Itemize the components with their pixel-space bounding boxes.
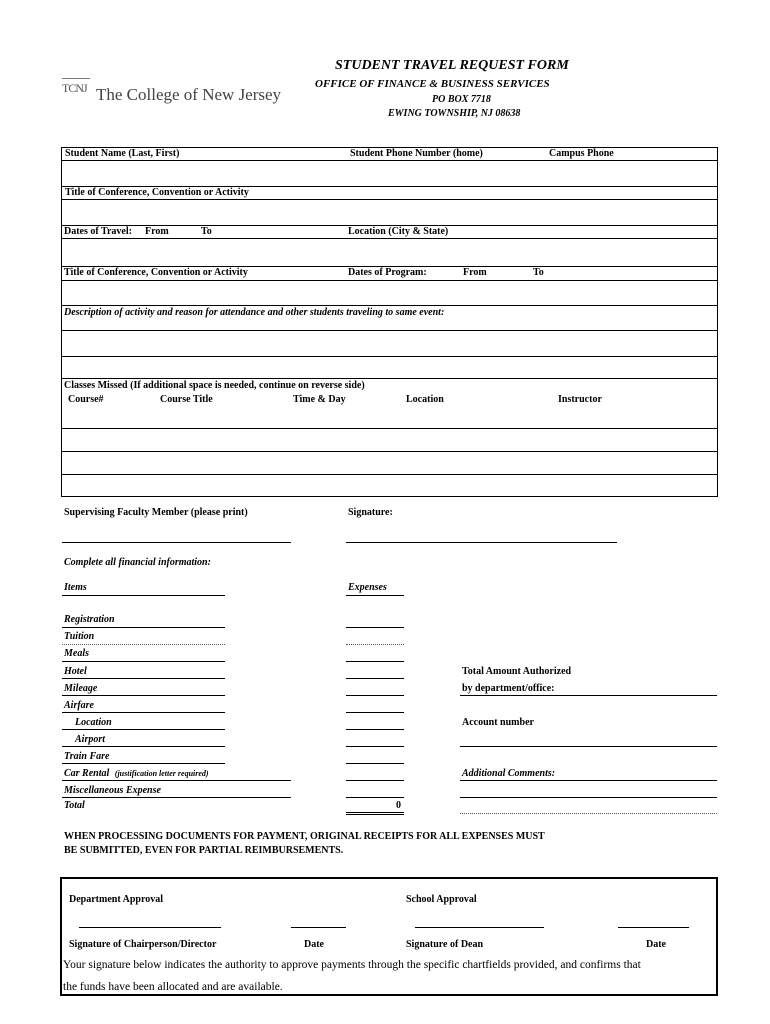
account-number-label: Account number — [462, 717, 534, 728]
conference-title-field[interactable] — [62, 200, 717, 225]
expense-airfare-field[interactable] — [346, 712, 404, 713]
supervising-faculty-label: Supervising Faculty Member (please print) — [64, 507, 248, 518]
expense-misc-field[interactable] — [346, 797, 404, 798]
chair-signature-label: Signature of Chairperson/Director — [69, 939, 217, 950]
item-registration: Registration — [64, 614, 115, 625]
chair-date-field[interactable] — [291, 927, 346, 928]
signature-label: Signature: — [348, 507, 393, 518]
travel-dates-field[interactable] — [62, 239, 717, 266]
chair-signature-field[interactable] — [79, 927, 221, 928]
expenses-header: Expenses — [348, 582, 387, 593]
authority-statement-line1: Your signature below indicates the authority to approve payments through the specific chartfields provided, and confirms that — [63, 959, 641, 971]
classes-missed-heading: Classes Missed (If additional space is needed, continue on reverse side) — [64, 380, 365, 391]
department-approval-label: Department Approval — [69, 894, 163, 905]
item-total: Total — [64, 800, 85, 811]
expense-location-field[interactable] — [346, 729, 404, 730]
item-train-fare: Train Fare — [64, 751, 110, 762]
school-approval-label: School Approval — [406, 894, 477, 905]
col-time-day: Time & Day — [293, 394, 346, 405]
item-mileage: Mileage — [64, 683, 98, 694]
program-field[interactable] — [62, 281, 717, 305]
by-department-label: by department/office: — [462, 683, 555, 694]
total-authorized-field[interactable] — [460, 695, 717, 696]
account-number-field[interactable] — [460, 746, 717, 747]
faculty-signature-field[interactable] — [346, 542, 617, 543]
car-rental-label: Car Rental — [64, 768, 110, 779]
program-to-label: To — [533, 267, 544, 278]
logo-monogram: TCNJ — [62, 78, 90, 110]
expense-registration-field[interactable] — [346, 627, 404, 628]
additional-comments-field-2[interactable] — [460, 797, 717, 798]
location-label: Location (City & State) — [348, 226, 449, 237]
classes-table-row[interactable] — [62, 452, 717, 474]
additional-comments-field[interactable] — [460, 780, 717, 781]
classes-table-row[interactable] — [62, 429, 717, 451]
col-course-number: Course# — [68, 394, 104, 405]
po-box: PO BOX 7718 — [432, 94, 491, 105]
total-value: 0 — [396, 800, 401, 811]
chair-date-label: Date — [304, 939, 324, 950]
expense-mileage-field[interactable] — [346, 695, 404, 696]
additional-comments-field-3[interactable] — [460, 813, 717, 814]
student-phone-home-label: Student Phone Number (home) — [350, 148, 483, 159]
col-location: Location — [406, 394, 444, 405]
supervising-faculty-field[interactable] — [62, 542, 291, 543]
item-airfare: Airfare — [64, 700, 94, 711]
item-hotel: Hotel — [64, 666, 87, 677]
expense-train-fare-field[interactable] — [346, 763, 404, 764]
item-tuition: Tuition — [64, 631, 95, 642]
item-airfare-airport: Airport — [75, 734, 106, 745]
item-airfare-location: Location — [75, 717, 112, 728]
description-label: Description of activity and reason for attendance and other students traveling to same event: — [64, 307, 445, 318]
campus-phone-label: Campus Phone — [549, 148, 614, 159]
description-field[interactable] — [62, 331, 717, 377]
item-meals: Meals — [64, 648, 89, 659]
item-misc-expense: Miscellaneous Expense — [64, 785, 161, 796]
financial-instruction: Complete all financial information: — [64, 557, 211, 568]
conference-title-label-2: Title of Conference, Convention or Activity — [64, 267, 248, 278]
car-rental-note: (justification letter required) — [114, 769, 209, 778]
office-name: OFFICE OF FINANCE & BUSINESS SERVICES — [315, 78, 550, 90]
dean-signature-field[interactable] — [415, 927, 544, 928]
expense-meals-field[interactable] — [346, 661, 404, 662]
expense-tuition-field[interactable] — [346, 644, 404, 645]
form-title: STUDENT TRAVEL REQUEST FORM — [335, 58, 569, 73]
classes-table-row[interactable] — [62, 475, 717, 496]
student-name-label: Student Name (Last, First) — [65, 148, 180, 159]
item-car-rental — [64, 768, 209, 779]
dates-of-travel-label: Dates of Travel: — [64, 226, 132, 237]
conference-title-label: Title of Conference, Convention or Activity — [65, 187, 249, 198]
receipts-notice-line1: WHEN PROCESSING DOCUMENTS FOR PAYMENT, ORIGINAL RECEIPTS FOR ALL EXPENSES MUST — [64, 831, 545, 842]
dean-signature-label: Signature of Dean — [406, 939, 484, 950]
travel-to-label: To — [201, 226, 212, 237]
additional-comments-label: Additional Comments: — [462, 768, 556, 779]
col-instructor: Instructor — [558, 394, 602, 405]
program-from-label: From — [463, 267, 487, 278]
dean-date-label: Date — [646, 939, 666, 950]
items-header: Items — [64, 582, 87, 593]
logo-text: The College of New Jersey — [96, 85, 282, 104]
office-city: EWING TOWNSHIP, NJ 08638 — [388, 108, 521, 119]
student-name-field[interactable] — [62, 161, 717, 186]
total-authorized-label: Total Amount Authorized — [462, 666, 572, 677]
travel-from-label: From — [145, 226, 169, 237]
expense-airport-field[interactable] — [346, 746, 404, 747]
authority-statement-line2: the funds have been allocated and are available. — [63, 981, 283, 993]
receipts-notice-line2: BE SUBMITTED, EVEN FOR PARTIAL REIMBURSEMENTS. — [64, 845, 344, 856]
col-course-title: Course Title — [160, 394, 213, 405]
dean-date-field[interactable] — [618, 927, 689, 928]
expense-car-rental-field[interactable] — [346, 780, 404, 781]
program-dates-label: Dates of Program: — [348, 267, 427, 278]
expense-hotel-field[interactable] — [346, 678, 404, 679]
